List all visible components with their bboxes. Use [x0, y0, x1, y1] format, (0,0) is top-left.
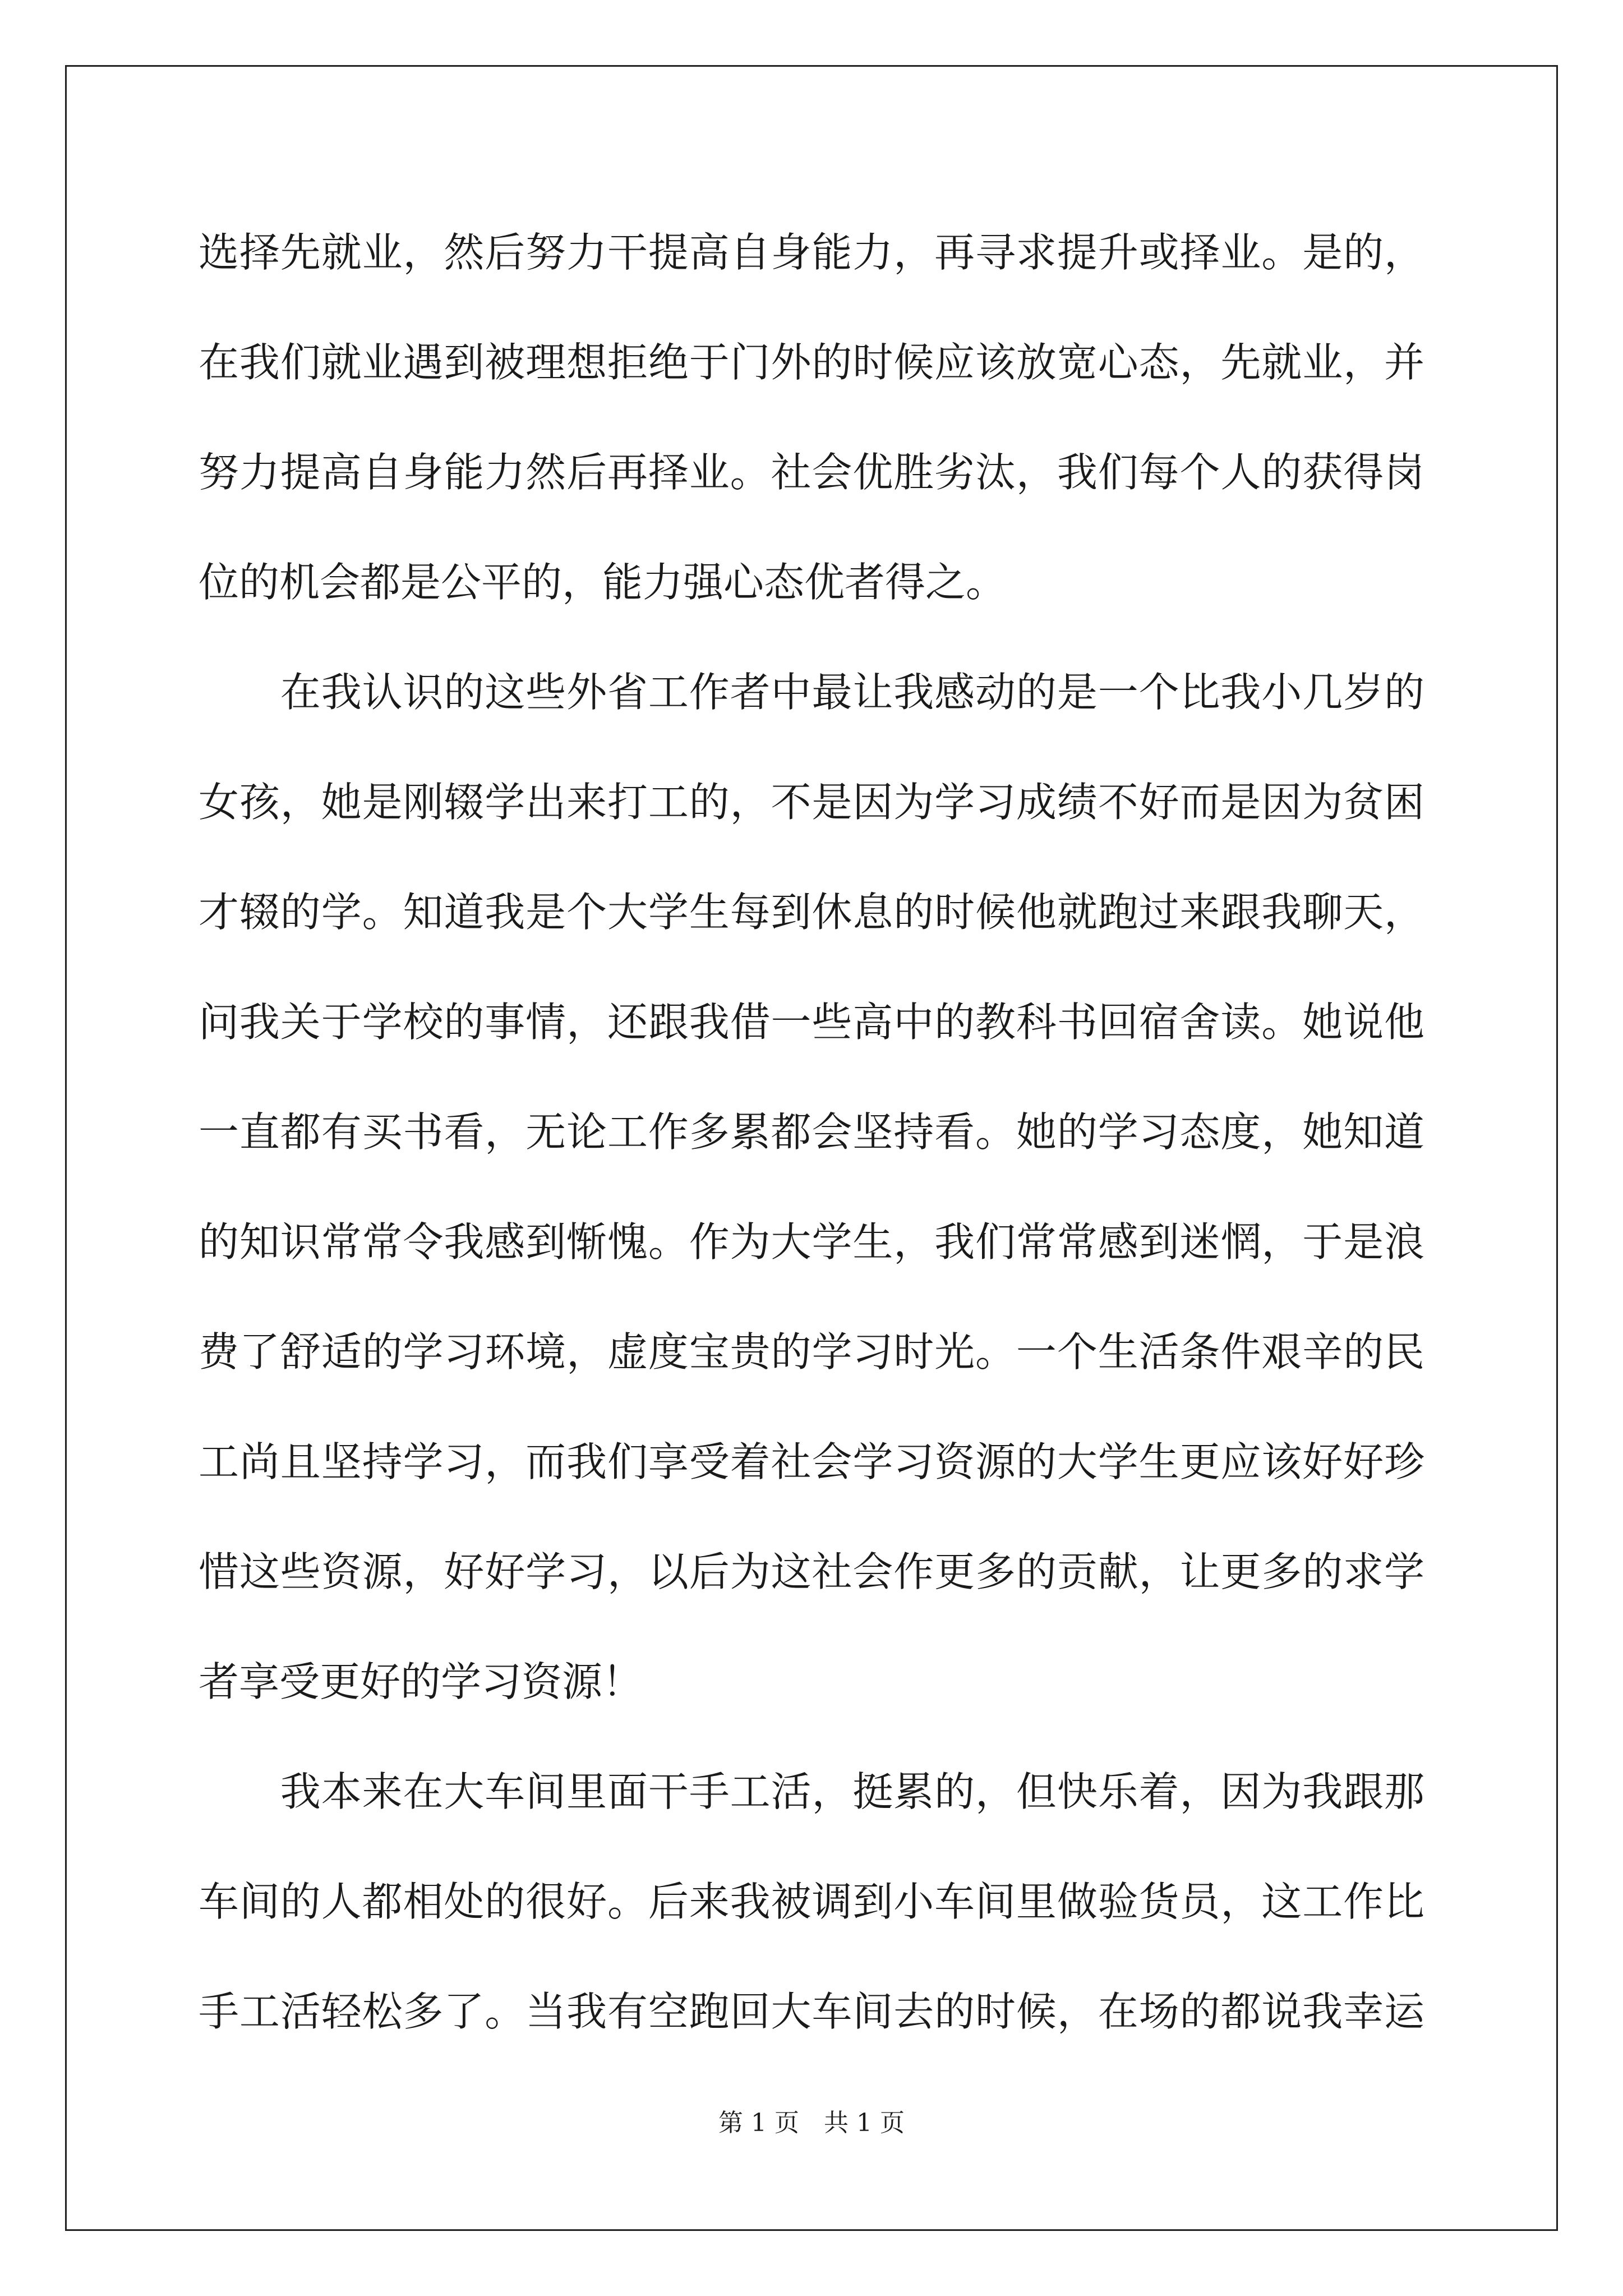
text-line: 选择先就业，然后努力干提高自身能力，再寻求提升或择业。是的， [199, 229, 1424, 276]
text-line: 的知识常常令我感到惭愧。作为大学生，我们常常感到迷惘，于是浪 [199, 1218, 1424, 1266]
text-line: 在我认识的这些外省工作者中最让我感动的是一个比我小几岁的 [199, 669, 1424, 716]
text-line: 位的机会都是公平的，能力强心态优者得之。 [199, 559, 1007, 606]
text-line: 问我关于学校的事情，还跟我借一些高中的教科书回宿舍读。她说他 [199, 999, 1424, 1046]
text-line: 一直都有买书看，无论工作多累都会坚持看。她的学习态度，她知道 [199, 1108, 1424, 1156]
text-line: 在我们就业遇到被理想拒绝于门外的时候应该放宽心态，先就业，并 [199, 339, 1424, 386]
text-line: 者享受更好的学习资源！ [199, 1658, 643, 1705]
page-number-footer: 第 1 页 共 1 页 [718, 2109, 905, 2137]
text-line: 工尚且坚持学习，而我们享受着社会学习资源的大学生更应该好好珍 [199, 1438, 1424, 1485]
text-line: 努力提高自身能力然后再择业。社会优胜劣汰，我们每个人的获得岗 [199, 449, 1424, 496]
text-line: 我本来在大车间里面干手工活，挺累的，但快乐着，因为我跟那 [199, 1768, 1424, 1815]
text-line: 才辍的学。知道我是个大学生每到休息的时候他就跑过来跟我聊天， [199, 889, 1424, 936]
text-line: 女孩，她是刚辍学出来打工的，不是因为学习成绩不好而是因为贫困 [199, 779, 1424, 826]
text-line: 车间的人都相处的很好。后来我被调到小车间里做验货员，这工作比 [199, 1878, 1424, 1925]
text-line: 惜这些资源，好好学习，以后为这社会作更多的贡献，让更多的求学 [199, 1548, 1424, 1595]
text-line: 手工活轻松多了。当我有空跑回大车间去的时候，在场的都说我幸运 [199, 1988, 1424, 2035]
text-line: 费了舒适的学习环境，虚度宝贵的学习时光。一个生活条件艰辛的民 [199, 1328, 1424, 1375]
